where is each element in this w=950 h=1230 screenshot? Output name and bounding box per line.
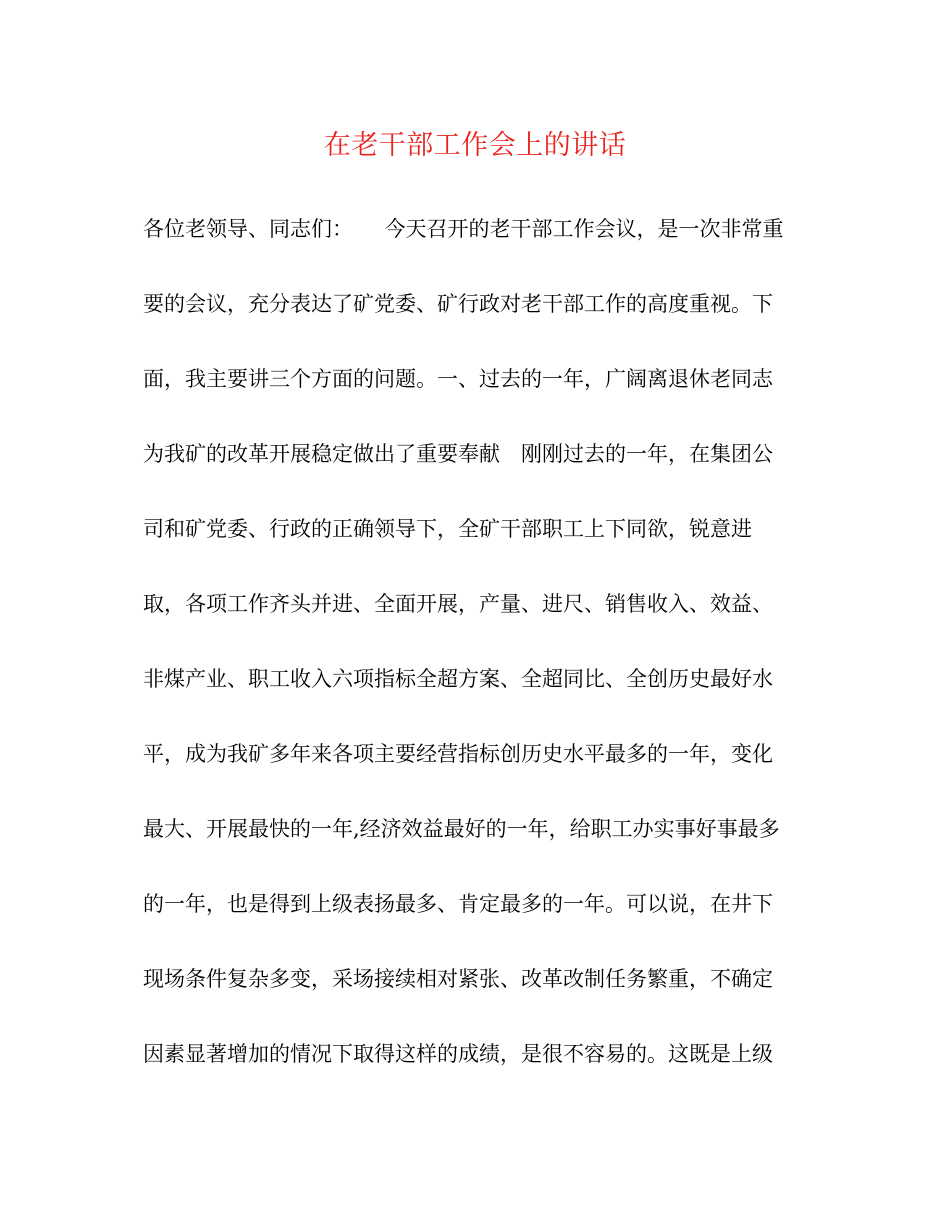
body-line-5: 司和矿党委、行政的正确领导下，全矿干部职工上下同欲，锐意进 <box>143 517 752 541</box>
document-title: 在老干部工作会上的讲话 <box>323 130 627 161</box>
body-line-6: 取，各项工作齐头并进、全面开展，产量、进尺、销售收入、效益、 <box>143 592 773 616</box>
body-line-3: 面，我主要讲三个方面的问题。一、过去的一年，广阔离退休老同志 <box>143 367 773 391</box>
body-line-1: 各位老领导、同志们： 今天召开的老干部工作会议，是一次非常重 <box>143 217 784 241</box>
body-line-7: 非煤产业、职工收入六项指标全超方案、全超同比、全创历史最好水 <box>143 667 773 691</box>
body-line-4: 为我矿的改革开展稳定做出了重要奉献 刚刚过去的一年，在集团公 <box>143 442 773 466</box>
body-line-2: 要的会议，充分表达了矿党委、矿行政对老干部工作的高度重视。下 <box>143 292 773 316</box>
body-line-12: 因素显著增加的情况下取得这样的成绩，是很不容易的。这既是上级 <box>143 1042 773 1066</box>
body-line-10: 的一年，也是得到上级表扬最多、肯定最多的一年。可以说，在井下 <box>143 892 773 916</box>
body-line-9: 最大、开展最快的一年,经济效益最好的一年，给职工办实事好事最多 <box>143 817 780 841</box>
body-line-11: 现场条件复杂多变，采场接续相对紧张、改革改制任务繁重，不确定 <box>143 967 773 991</box>
body-line-8: 平，成为我矿多年来各项主要经营指标创历史水平最多的一年，变化 <box>143 742 773 766</box>
